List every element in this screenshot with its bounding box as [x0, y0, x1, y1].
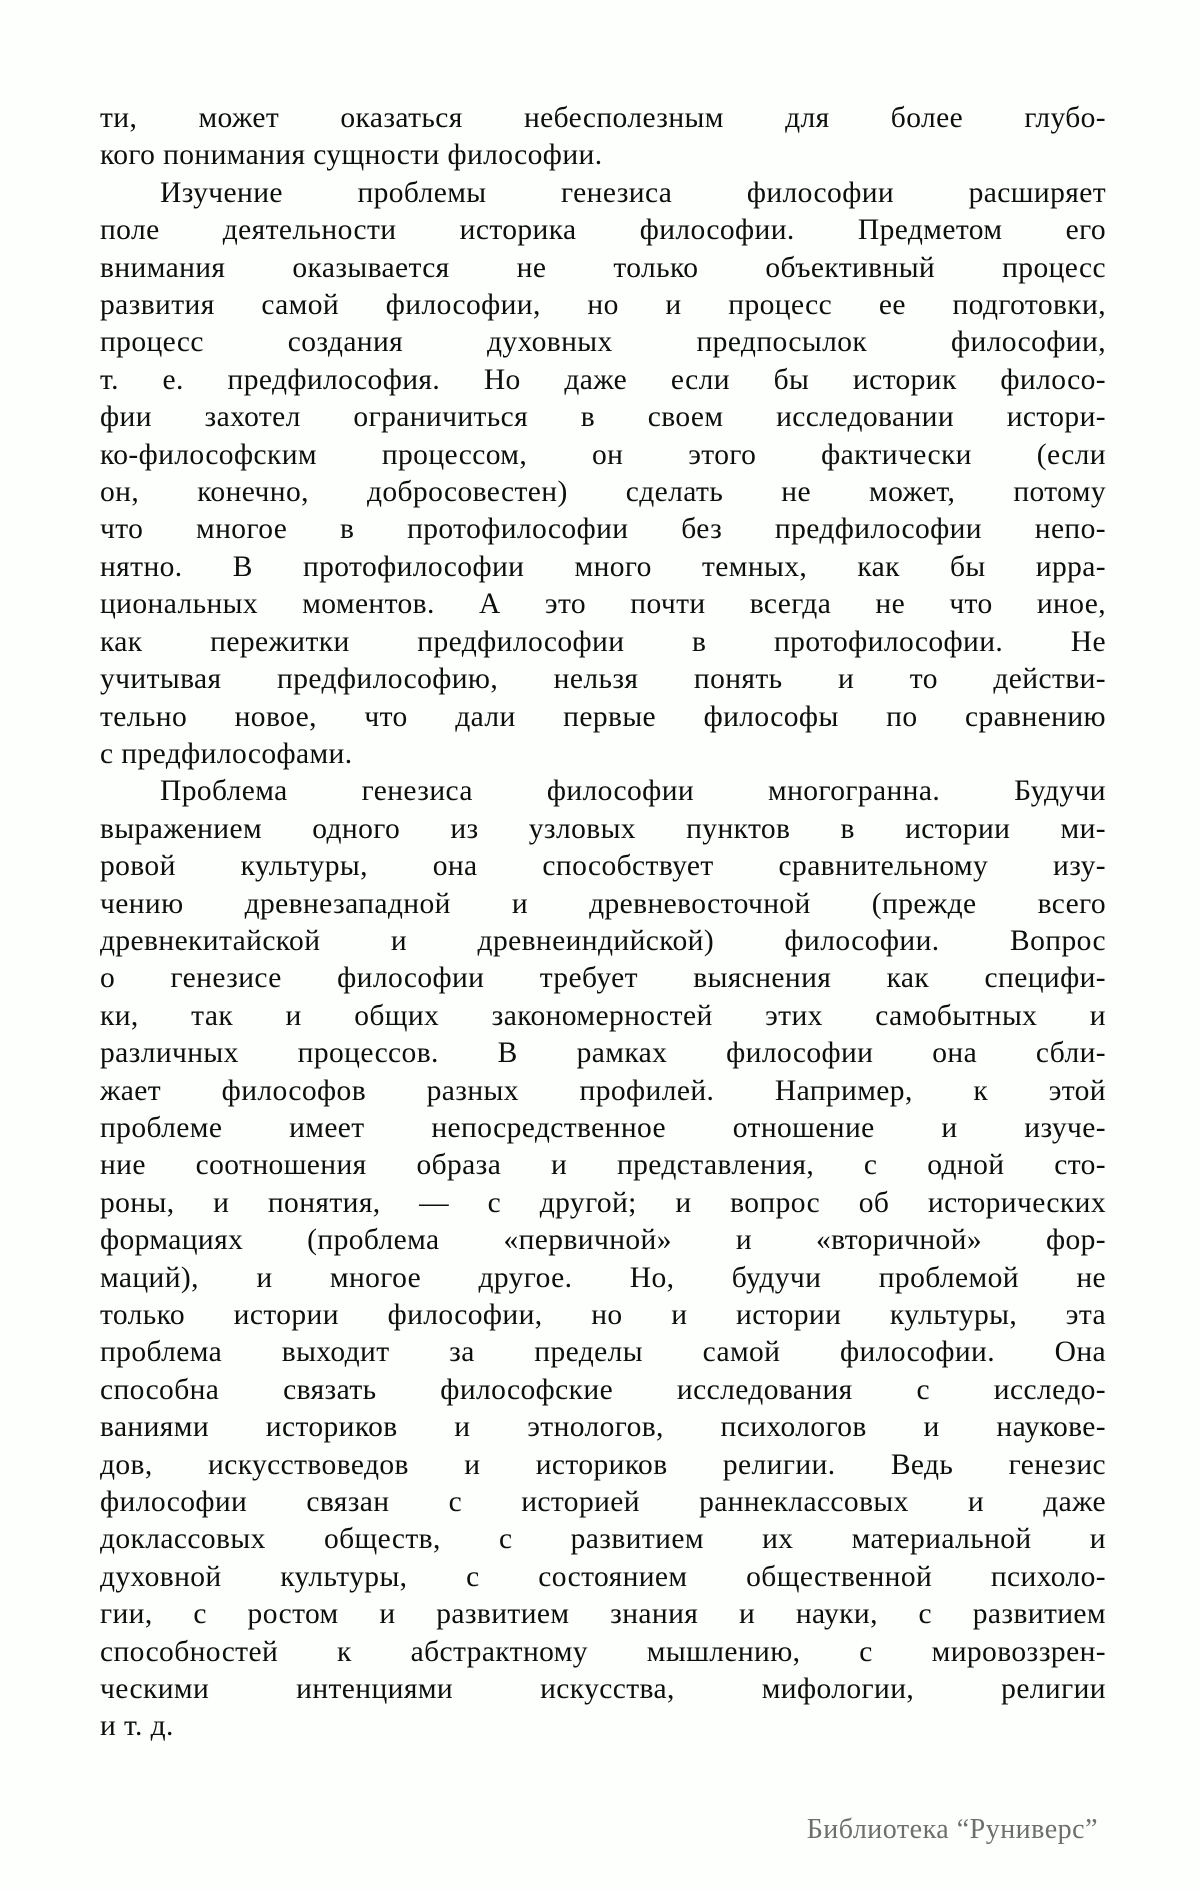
text-line: кого понимания сущности философии.	[100, 139, 603, 172]
text-line: духовной культуры, с состоянием общественной психоло-	[100, 1560, 1106, 1593]
text-line: ти, может оказаться небесполезным для более глубо-	[100, 102, 1106, 134]
text-line: древнекитайской и древнеиндийской) философии. Вопрос	[100, 924, 1106, 957]
text-line: и т. д.	[100, 1710, 174, 1743]
text-line: он, конечно, добросовестен) сделать не может, потому	[100, 476, 1106, 509]
text-line: только истории философии, но и истории культуры, эта	[100, 1299, 1106, 1331]
text-line: маций), и многое другое. Но, будучи проблемой не	[100, 1261, 1106, 1294]
text-line: жает философов разных профилей. Например, к этой	[100, 1074, 1106, 1107]
text-line: проблема выходит за пределы самой философии. Она	[100, 1336, 1106, 1369]
text-line: чению древнезападной и древневосточной (прежде всего	[100, 887, 1106, 920]
text-line: т. е. предфилософия. Но даже если бы историк филосо-	[100, 363, 1106, 396]
text-line: выражением одного из узловых пунктов в истории ми-	[100, 812, 1106, 845]
text-line: ки, так и общих закономерностей этих самобытных и	[100, 999, 1106, 1032]
text-line: различных процессов. В рамках философии она сбли-	[100, 1037, 1106, 1070]
text-line: с предфилософами.	[100, 737, 353, 770]
text-line: процесс создания духовных предпосылок философии,	[100, 326, 1106, 359]
text-line: ко-философским процессом, он этого фактически (если	[100, 438, 1106, 471]
text-line: дов, искусствоведов и историков религии. Ведь генезис	[100, 1448, 1106, 1481]
text-line: фии захотел ограничиться в своем исследовании истори-	[100, 401, 1106, 434]
text-line: циональных моментов. А это почти всегда не что иное,	[100, 588, 1106, 621]
text-line: способна связать философские исследования с исследо-	[100, 1373, 1106, 1406]
text-line: нятно. В протофилософии много темных, как бы ирра-	[100, 550, 1106, 583]
text-line: ровой культуры, она способствует сравнительному изу-	[100, 850, 1106, 883]
text-line: Изучение проблемы генезиса философии расширяет	[160, 176, 1106, 209]
text-line: доклассовых обществ, с развитием их материальной и	[100, 1523, 1106, 1556]
text-line: развития самой философии, но и процесс ее подготовки,	[100, 289, 1106, 322]
text-line: что многое в протофилософии без предфилософии непо-	[100, 513, 1106, 546]
text-block	[100, 100, 1106, 1746]
text-line: гии, с ростом и развитием знания и науки, с развитием	[100, 1598, 1106, 1631]
text-line: учитывая предфилософию, нельзя понять и то действи-	[100, 663, 1106, 696]
text-line: тельно новое, что дали первые философы по сравнению	[100, 700, 1106, 733]
text-line: проблеме имеет непосредственное отношение и изуче-	[100, 1111, 1106, 1144]
text-line: ваниями историков и этнологов, психологов и наукове-	[100, 1411, 1106, 1444]
text-line: формациях (проблема «первичной» и «вторичной» фор-	[100, 1224, 1106, 1257]
text-line: роны, и понятия, — с другой; и вопрос об исторических	[100, 1186, 1106, 1219]
text-line: как пережитки предфилософии в протофилософии. Не	[100, 625, 1106, 658]
text-line: внимания оказывается не только объективный процесс	[100, 251, 1106, 284]
text-line: ческими интенциями искусства, мифологии, религии	[100, 1673, 1106, 1706]
text-line: о генезисе философии требует выяснения как специфи-	[100, 962, 1106, 995]
text-line: философии связан с историей раннеклассовых и даже	[100, 1486, 1106, 1519]
text-line: способностей к абстрактному мышлению, с мировоззрен-	[100, 1635, 1106, 1668]
text-line: ние соотношения образа и представления, с одной сто-	[100, 1149, 1106, 1182]
library-watermark: Библиотека “Руниверс”	[806, 1814, 1098, 1845]
text-line: Проблема генезиса философии многогранна. Будучи	[160, 775, 1106, 808]
text-line: поле деятельности историка философии. Предметом его	[100, 214, 1106, 247]
